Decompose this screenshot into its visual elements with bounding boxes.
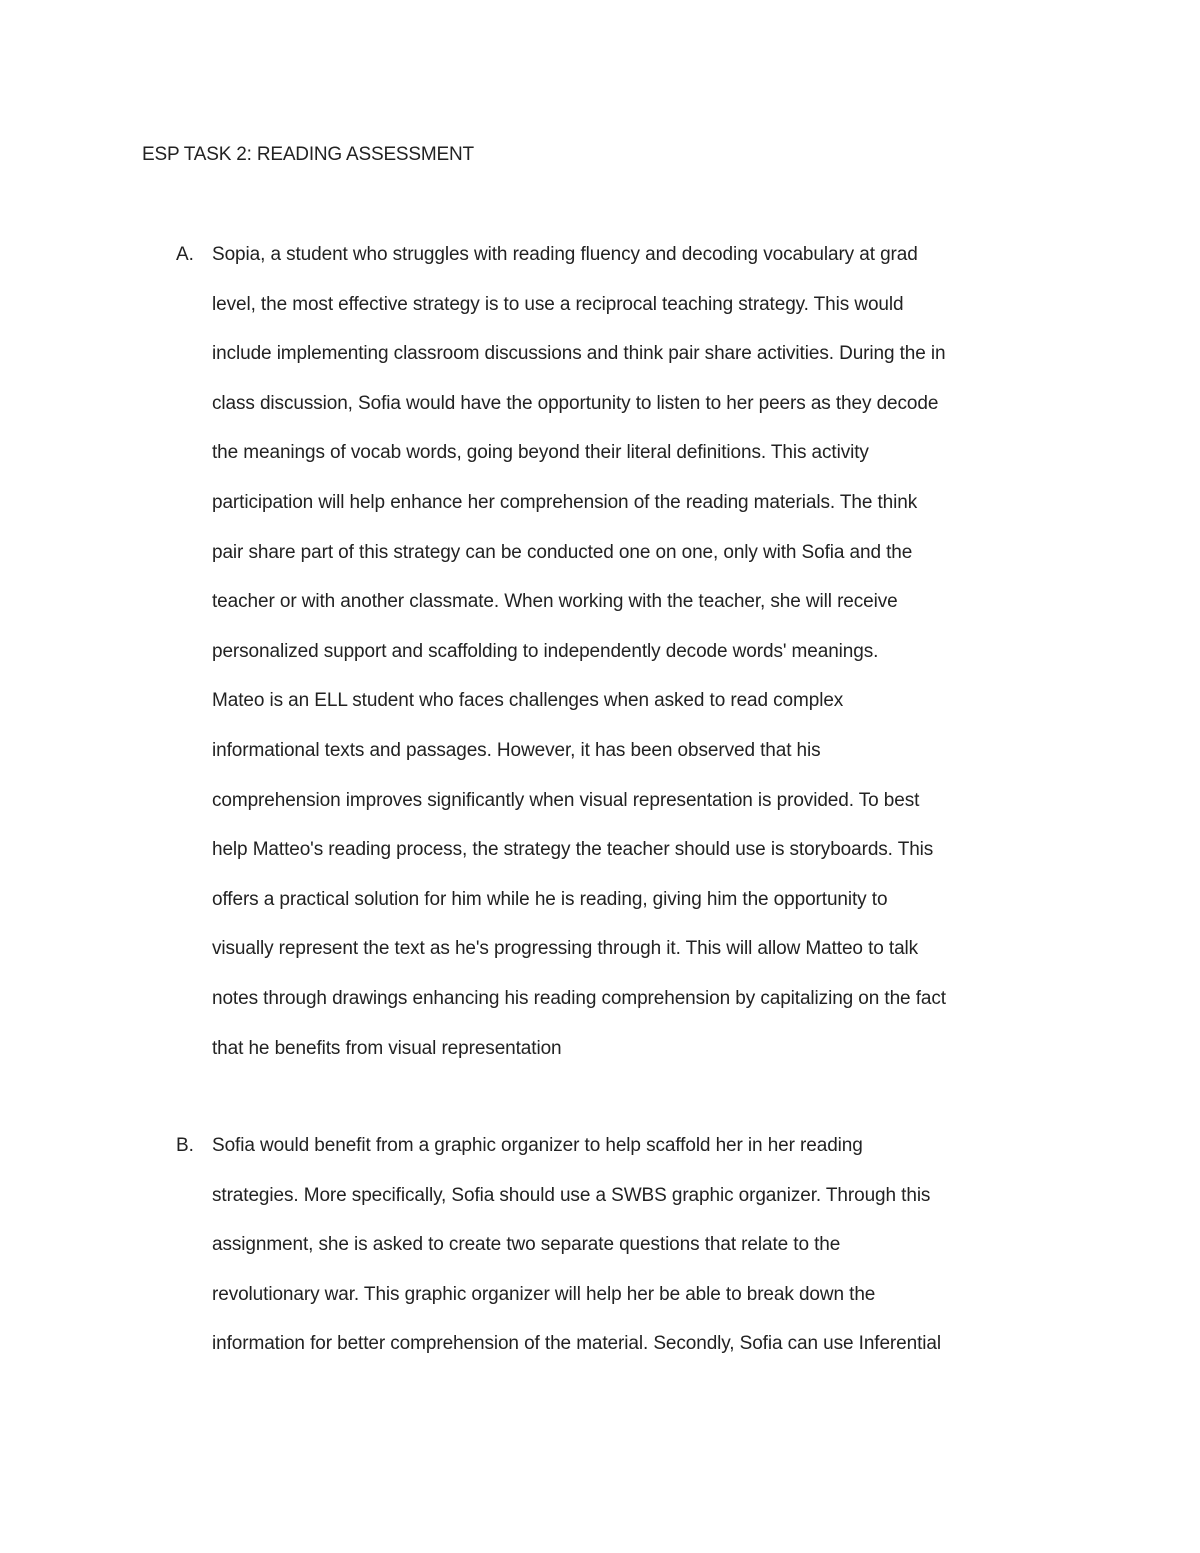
paragraph-line: teacher or with another classmate. When working with the teacher, she will receive (212, 591, 898, 613)
paragraph-line: participation will help enhance her comprehension of the reading materials. The think (212, 492, 918, 513)
paragraph-line: include implementing classroom discussions and think pair share activities. During the in (212, 343, 946, 365)
paragraph-line: personalized support and scaffolding to independently decode words' meanings. (212, 640, 879, 662)
paragraph-line: that he benefits from visual representation (212, 1037, 562, 1059)
paragraph-line: assignment, she is asked to create two separate questions that relate to the (212, 1234, 841, 1256)
paragraph-line: class discussion, Sofia would have the opportunity to listen to her peers as they decode (212, 392, 939, 414)
paragraph-line: Sopia, a student who struggles with reading fluency and decoding vocabulary at grad (212, 244, 918, 265)
paragraph-line: strategies. More specifically, Sofia should use a SWBS graphic organizer. Through this (212, 1184, 931, 1206)
paragraph-line: comprehension improves significantly when visual representation is provided. To best (212, 789, 920, 811)
paragraph-line: pair share part of this strategy can be conducted one on one, only with Sofia and the (212, 541, 913, 563)
paragraph-line: notes through drawings enhancing his reading comprehension by capitalizing on the fact (212, 988, 946, 1009)
paragraph-line: visually represent the text as he's progressing through it. This will allow Matteo to talk (212, 938, 919, 960)
document-title: ESP TASK 2: READING ASSESSMENT (142, 144, 474, 165)
paragraph-line: Sofia would benefit from a graphic organizer to help scaffold her in her reading (212, 1135, 863, 1156)
paragraph-line: level, the most effective strategy is to use a reciprocal teaching strategy. This would (212, 293, 904, 315)
paragraph-line: Mateo is an ELL student who faces challenges when asked to read complex (212, 690, 844, 712)
paragraph-line: information for better comprehension of the material. Secondly, Sofia can use Inferential (212, 1333, 941, 1355)
paragraph-line: informational texts and passages. However, it has been observed that his (212, 740, 821, 761)
list-marker-a: A. (176, 244, 194, 265)
paragraph-line: revolutionary war. This graphic organizer will help her be able to break down the (212, 1283, 876, 1305)
paragraph-line: the meanings of vocab words, going beyond their literal definitions. This activity (212, 442, 869, 464)
paragraph-line: offers a practical solution for him while he is reading, giving him the opportunity to (212, 888, 888, 910)
list-marker-b: B. (176, 1135, 194, 1156)
paragraph-line: help Matteo's reading process, the strategy the teacher should use is storyboards. This (212, 839, 934, 861)
